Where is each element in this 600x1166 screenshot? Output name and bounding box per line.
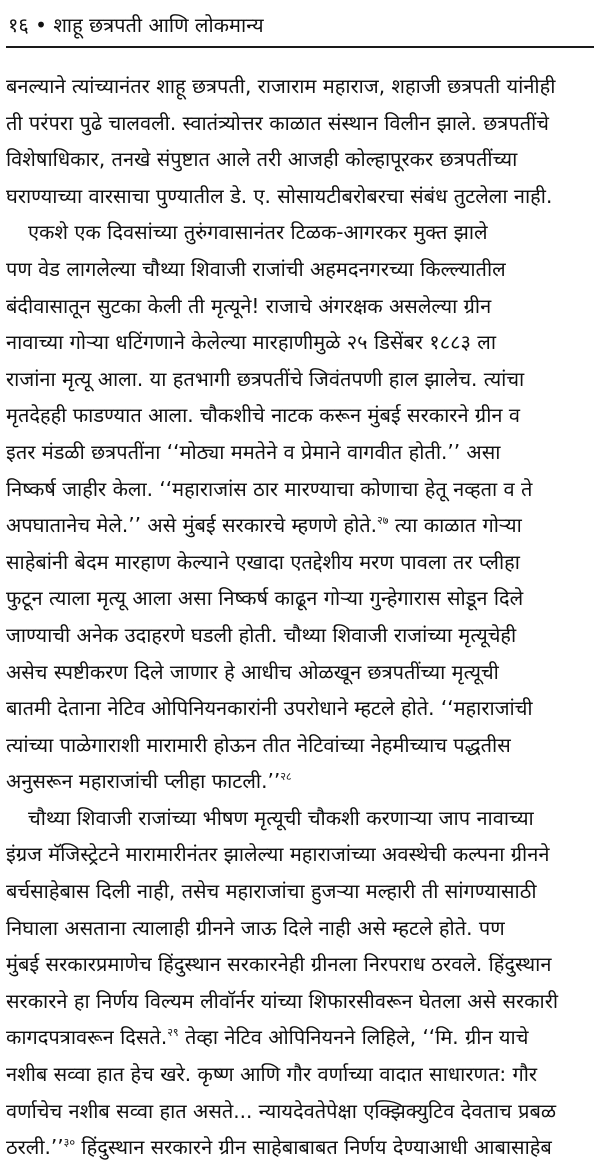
text-line: घराण्याच्या वारसाचा पुण्यातील डे. ए. सोसायटीबरोबरचा संबंध तुटलेला नाही. — [6, 183, 553, 208]
line-text: अनुसरून महाराजांची प्लीहा फाटली.’’ — [6, 769, 281, 794]
text-line: चौथ्या शिवाजी राजांच्या भीषण मृत्यूची चौकशी करणाऱ्या जाप नावाच्या — [28, 805, 534, 830]
text-line: सरकारने हा निर्णय विल्यम लीवॉर्नर यांच्या शिफारसीवरून घेतला असे सरकारी — [6, 988, 559, 1013]
footnote-marker: २९ — [167, 1026, 179, 1040]
text-line: निष्कर्ष जाहीर केला. ‘‘महाराजांस ठार मारण्याचा कोणाचा हेतू नव्हता व ते — [6, 476, 533, 501]
line-text: तेव्हा नेटिव ओपिनियनने लिहिले, ‘‘मि. ग्रीन याचे — [178, 1025, 529, 1050]
running-header — [6, 6, 594, 48]
text-line: पण वेड लागलेल्या चौथ्या शिवाजी राजांची अहमदनगरच्या किल्ल्यातील — [6, 256, 506, 281]
paragraph-2 — [6, 214, 594, 800]
running-title: शाहू छत्रपती आणि लोकमान्य — [53, 13, 264, 37]
text-line: मृतदेहही फाडण्यात आला. चौकशीचे नाटक करून मुंबई सरकारने ग्रीन व — [6, 403, 520, 428]
text-line — [6, 763, 594, 800]
text-line: इतर मंडळी छत्रपतींना ‘‘मोठ्या ममतेने व प्रेमाने वागवीत होती.’’ असा — [6, 439, 501, 464]
line-text: ठरली.’’ — [6, 1135, 64, 1160]
text-line: साहेबांनी बेदम मारहाण केल्याने एखादा एतद्देशीय मरण पावला तर प्लीहा — [6, 549, 520, 574]
footnote-marker: २८ — [280, 770, 292, 784]
text-line: इंग्रज मॅजिस्ट्रेटने मारामारीनंतर झालेल्या महाराजांच्या अवस्थेची कल्पना ग्रीनने — [6, 842, 550, 867]
text-line: बर्चसाहेबास दिली नाही, तसेच महाराजांचा हुजऱ्या मल्हारी ती सांगण्यासाठी — [6, 879, 537, 904]
body-text — [6, 68, 594, 1166]
footnote-marker: २७ — [377, 514, 389, 528]
text-line: राजांना मृत्यू आला. या हतभागी छत्रपतींचे जिवंतपणी हाल झालेच. त्यांचा — [6, 366, 525, 391]
text-line: मुंबई सरकारप्रमाणेच हिंदुस्थान सरकारनेही ग्रीनला निरपराध ठरवले. हिंदुस्थान — [6, 952, 552, 977]
text-line: निघाला असताना त्यालाही ग्रीनने जाऊ दिले नाही असे म्हटले होते. पण — [6, 915, 505, 940]
text-line: फुटून त्याला मृत्यू आला असा निष्कर्ष काढून गोऱ्या गुन्हेगारास सोडून दिले — [6, 586, 524, 611]
paragraph-1 — [6, 68, 594, 214]
text-line: बातमी देताना नेटिव ओपिनियनकारांनी उपरोधाने म्हटले होते. ‘‘महाराजांची — [6, 696, 533, 721]
text-line: नशीब सव्वा हात हेच खरे. कृष्ण आणि गौर वर्णाच्या वादात साधारणत: गौर — [6, 1062, 538, 1087]
line-text: त्या काळात गोऱ्या — [388, 513, 522, 538]
line-text: कागदपत्रावरून दिसते. — [6, 1025, 168, 1050]
paragraph-3 — [6, 800, 594, 1166]
text-line: एकशे एक दिवसांच्या तुरुंगवासानंतर टिळक-आगरकर मुक्त झाले — [28, 220, 488, 245]
text-line: असेच स्पष्टीकरण दिले जाणार हे आधीच ओळखून छत्रपतींच्या मृत्यूची — [6, 659, 499, 684]
page-number: १६ — [8, 13, 29, 37]
text-line: ती परंपरा पुढे चालवली. स्वातंत्र्योत्तर काळात संस्थान विलीन झाले. छत्रपतींचे — [6, 110, 549, 135]
footnote-marker: ३० — [63, 1136, 76, 1150]
text-line: जाण्याची अनेक उदाहरणे घडली होती. चौथ्या शिवाजी राजांच्या मृत्यूचेही — [6, 622, 517, 647]
text-line — [6, 1129, 594, 1166]
running-head-line — [8, 12, 264, 38]
text-line — [6, 1019, 594, 1056]
line-text: अपघातानेच मेले.’’ असे मुंबई सरकारचे म्हणणे होते. — [6, 513, 378, 538]
text-line: विशेषाधिकार, तनखे संपुष्टात आले तरी आजही कोल्हापूरकर छत्रपतींच्या — [6, 147, 518, 172]
header-bullet: • — [35, 13, 47, 37]
text-line: नावाच्या गोऱ्या धटिंगणाने केलेल्या मारहाणीमुळे २५ डिसेंबर १८८३ ला — [6, 330, 496, 355]
text-line: बनल्याने त्यांच्यानंतर शाहू छत्रपती, राजाराम महाराज, शहाजी छत्रपती यांनीही — [6, 74, 556, 98]
line-text: हिंदुस्थान सरकारने ग्रीन साहेबाबाबत निर्णय देण्याआधी आबासाहेब — [75, 1135, 552, 1160]
text-line: त्यांच्या पाळेगाराशी मारामारी होऊन तीत नेटिवांच्या नेहमीच्याच पद्धतीस — [6, 732, 511, 757]
text-line: बंदीवासातून सुटका केली ती मृत्यूने! राजाचे अंगरक्षक असलेल्या ग्रीन — [6, 293, 492, 318]
text-line: वर्णाचेच नशीब सव्वा हात असते... न्यायदेवतेपेक्षा एक्झिक्युटिव देवताच प्रबळ — [6, 1098, 557, 1123]
text-line — [6, 507, 594, 544]
